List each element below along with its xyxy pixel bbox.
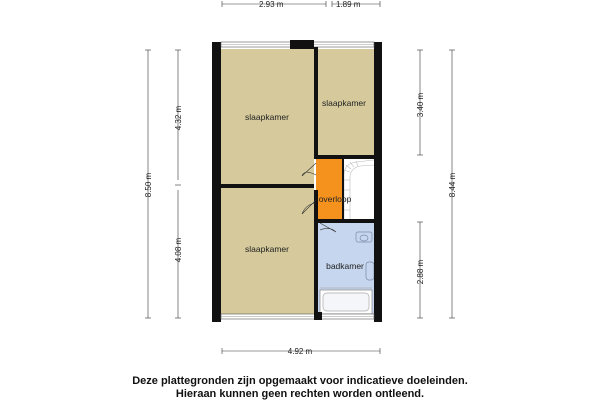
room-label-bedroom-top-left: slaapkamer <box>245 112 289 122</box>
dim-left-lower: 4.08 m <box>174 237 183 263</box>
room-label-bedroom-top-right: slaapkamer <box>322 98 366 108</box>
wall-landing-bath <box>318 219 374 223</box>
dim-bottom: 4.92 m <box>287 347 313 356</box>
dim-top-right: 1.89 m <box>336 0 361 9</box>
wall-left <box>212 42 221 322</box>
room-label-landing: overloop <box>318 194 352 204</box>
dim-right-upper: 3.40 m <box>416 92 425 118</box>
wall-divider-lower <box>314 190 318 314</box>
disclaimer-line-2: Hieraan kunnen geen rechten worden ontleend. <box>175 388 425 400</box>
wall-corner-bottom <box>314 312 322 320</box>
wall-divider-upper <box>314 47 318 159</box>
wall-stairs <box>342 159 344 221</box>
wall-bedroom-divider <box>221 184 314 188</box>
wall-right <box>374 42 382 322</box>
floors <box>221 49 374 314</box>
chimney <box>290 40 314 49</box>
dim-right-lower: 2.88 m <box>416 259 425 285</box>
disclaimer-line-1: Deze plattegronden zijn opgemaakt voor indicatieve doeleinden. <box>132 375 468 387</box>
dim-right-total: 8.44 m <box>448 172 457 198</box>
landing-floor <box>316 159 342 221</box>
dim-top-left: 2.93 m <box>259 0 284 9</box>
room-label-bathroom: badkamer <box>326 261 364 271</box>
bathtub-basin <box>323 293 369 311</box>
dim-left-total: 8.50 m <box>144 172 153 198</box>
room-label-bedroom-bottom: slaapkamer <box>245 244 289 254</box>
wall-bedroom-landing <box>318 155 374 159</box>
dim-left-upper: 4.32 m <box>174 105 183 131</box>
